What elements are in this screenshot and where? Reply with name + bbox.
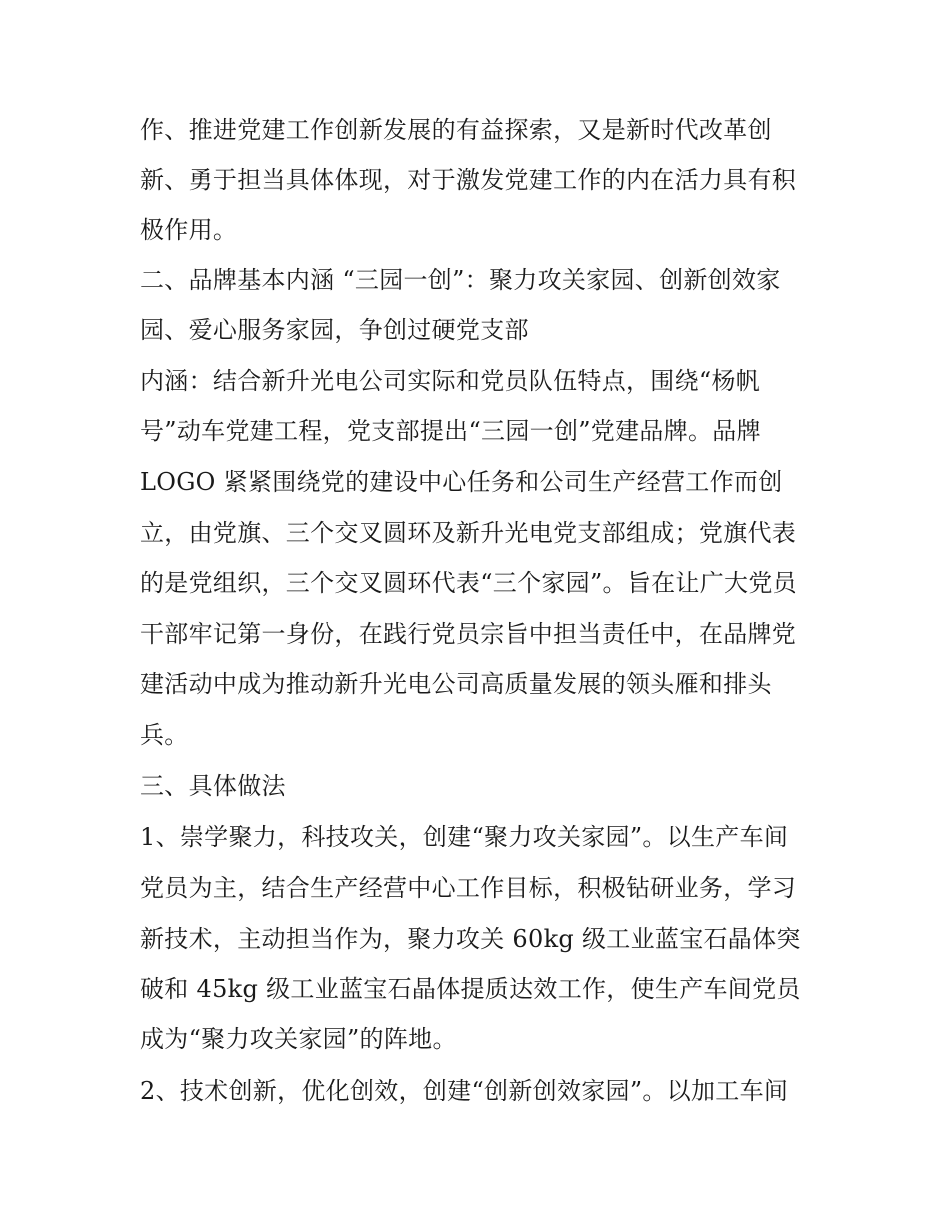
text-line: 2、技术创新，优化创效，创建“创新创效家园”。以加工车间: [140, 1077, 789, 1105]
text-line: 新、勇于担当具体体现，对于激发党建工作的内在活力具有积: [140, 166, 797, 194]
section-heading: 三、具体做法: [140, 772, 286, 800]
text-line: 极作用。: [140, 216, 238, 244]
section-heading: 二、品牌基本内涵 “三园一创”：聚力攻关家园、创新创效家: [140, 266, 781, 294]
text-line: 立，由党旗、三个交叉圆环及新升光电党支部组成；党旗代表: [140, 519, 797, 547]
text-line: 建活动中成为推动新升光电公司高质量发展的领头雁和排头: [140, 670, 772, 698]
section-heading: 园、爱心服务家园，争创过硬党支部: [140, 316, 529, 344]
text-line: 号”动车党建工程，党支部提出“三园一创”党建品牌。品牌: [140, 417, 761, 445]
text-line: LOGO 紧紧围绕党的建设中心任务和公司生产经营工作而创: [140, 468, 783, 496]
text-line: 1、崇学聚力，科技攻关，创建“聚力攻关家园”。以生产车间: [140, 823, 789, 851]
text-line: 干部牢记第一身份，在践行党员宗旨中担当责任中，在品牌党: [140, 620, 797, 648]
text-line: 党员为主，结合生产经营中心工作目标，积极钻研业务，学习: [140, 874, 797, 902]
text-line: 成为“聚力攻关家园”的阵地。: [140, 1025, 457, 1053]
text-line: 的是党组织，三个交叉圆环代表“三个家园”。旨在让广大党员: [140, 569, 797, 597]
text-line: 兵。: [140, 721, 189, 749]
text-line: 内涵：结合新升光电公司实际和党员队伍特点，围绕“杨帆: [140, 367, 761, 395]
text-line: 作、推进党建工作创新发展的有益探索，又是新时代改革创: [140, 116, 772, 144]
text-line: 新技术，主动担当作为，聚力攻关 60kg 级工业蓝宝石晶体突: [140, 925, 801, 953]
text-line: 破和 45kg 级工业蓝宝石晶体提质达效工作，使生产车间党员: [140, 975, 801, 1003]
